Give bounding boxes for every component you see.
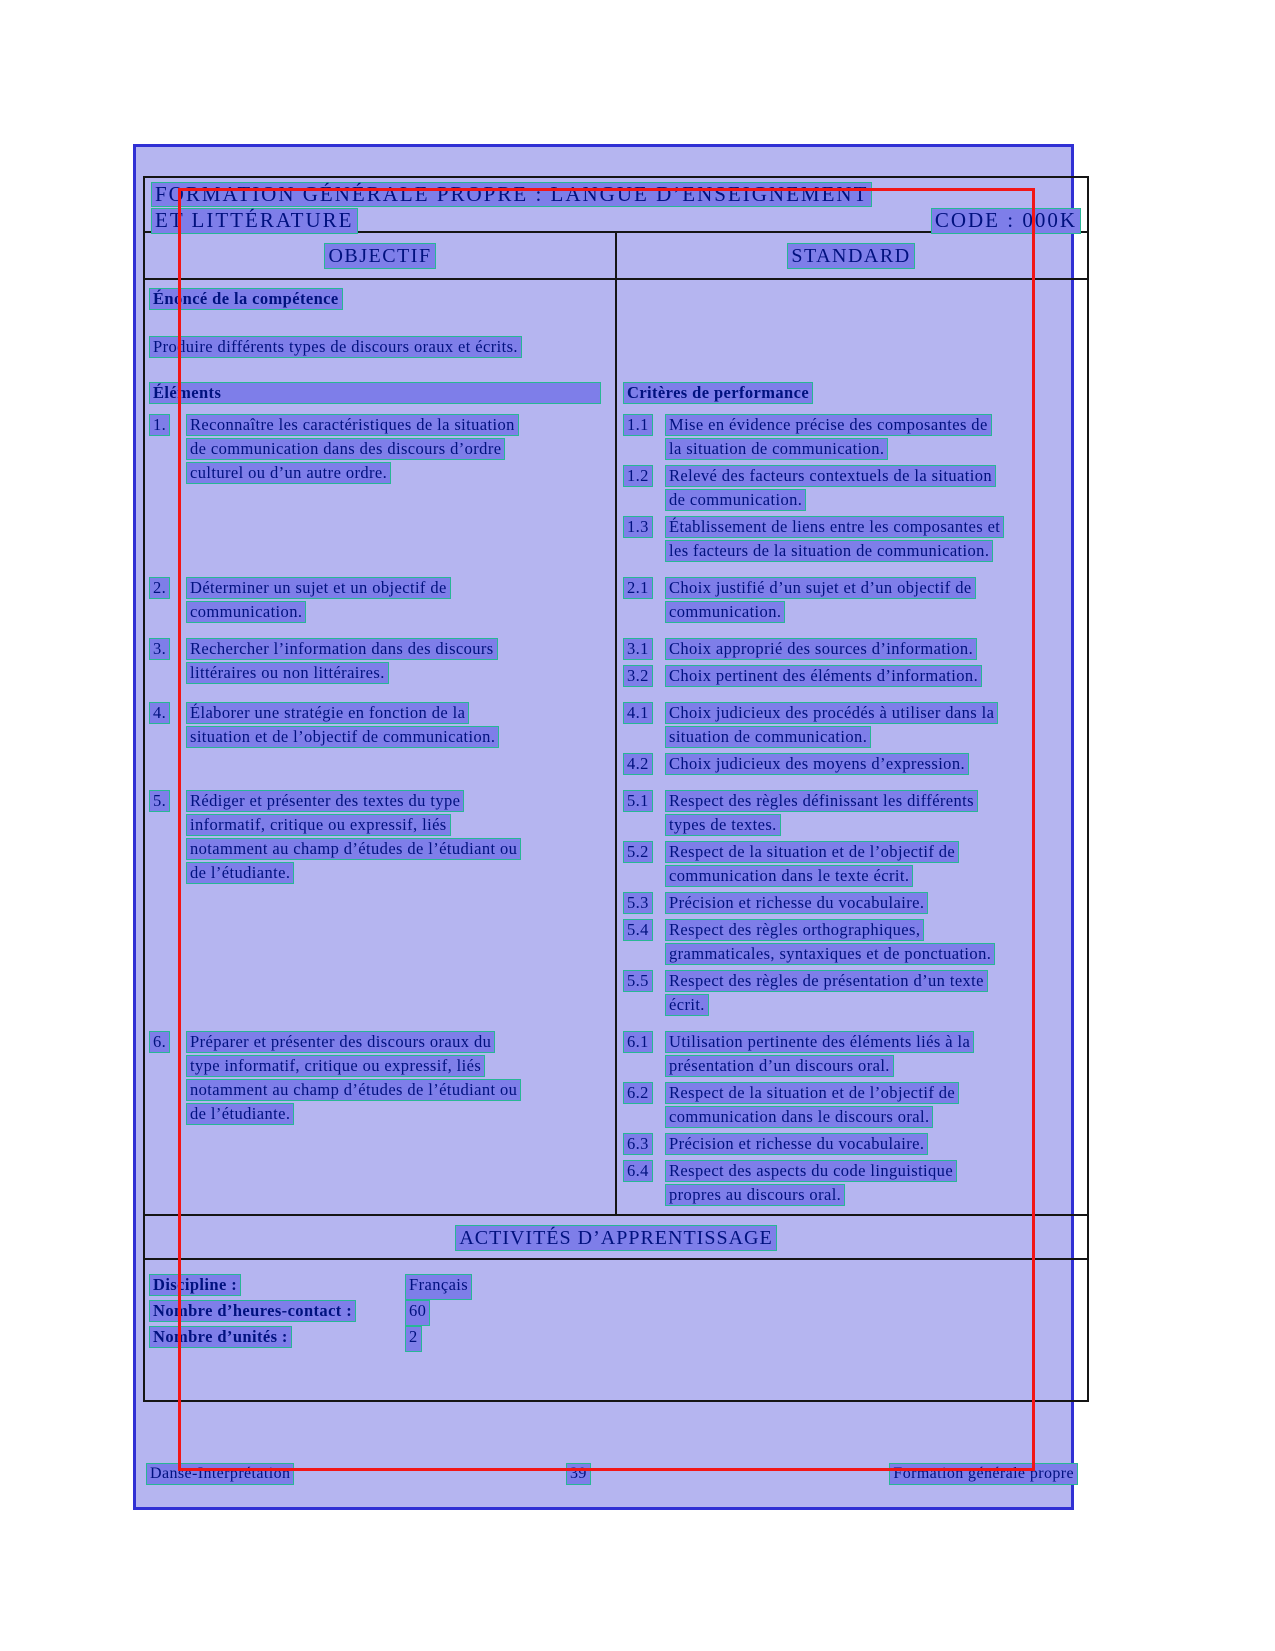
standard-criteria-cell <box>615 1031 1087 1221</box>
enonce-empty-cell <box>615 280 1087 382</box>
objectif-item-line: Élaborer une stratégie en fonction de la <box>186 702 469 724</box>
criterion-line: écrit. <box>665 994 709 1016</box>
criterion-number: 6.4 <box>623 1160 653 1182</box>
criterion-line: types de textes. <box>665 814 781 836</box>
info-row-heures <box>149 1300 1087 1326</box>
info-value: 2 <box>405 1326 422 1352</box>
enonce-title: Énoncé de la compétence <box>149 288 343 310</box>
info-label: Nombre d’heures-contact : <box>149 1300 356 1322</box>
document-header <box>145 178 1087 233</box>
criterion-number: 1.3 <box>623 516 653 538</box>
criterion-number: 1.2 <box>623 465 653 487</box>
info-value: 60 <box>405 1300 430 1326</box>
criterion-line: Respect des règles orthographiques, <box>665 919 924 941</box>
criterion-line: Mise en évidence précise des composantes de <box>665 414 992 436</box>
criterion-line: Choix approprié des sources d’information. <box>665 638 977 660</box>
criteres-header: Critères de performance <box>623 382 813 404</box>
standard-criteria-cell <box>615 790 1087 1031</box>
objectif-item-number: 6. <box>149 1031 170 1053</box>
criterion-line: communication dans le texte écrit. <box>665 865 913 887</box>
objectif-item-line: littéraires ou non littéraires. <box>186 662 389 684</box>
column-divider <box>615 233 617 1214</box>
criterion-number: 5.2 <box>623 841 653 863</box>
criterion-line: les facteurs de la situation de communication. <box>665 540 993 562</box>
objectif-item-cell <box>145 638 615 702</box>
info-label: Discipline : <box>149 1274 241 1296</box>
code-label: CODE : 000K <box>931 208 1081 234</box>
info-row-unites <box>149 1326 1087 1352</box>
criterion-number: 6.1 <box>623 1031 653 1053</box>
objectif-item-number: 4. <box>149 702 170 724</box>
criterion-number: 1.1 <box>623 414 653 436</box>
criterion-line: Choix pertinent des éléments d’information. <box>665 665 982 687</box>
objectif-item-cell <box>145 414 615 577</box>
objectif-item-number: 5. <box>149 790 170 812</box>
criterion-number: 3.2 <box>623 665 653 687</box>
objectif-item-line: informatif, critique ou expressif, liés <box>186 814 451 836</box>
standard-column-header: STANDARD <box>787 243 914 269</box>
page-footer <box>146 1463 1078 1489</box>
elements-header-cell <box>145 382 615 414</box>
standard-criteria-cell <box>615 638 1087 702</box>
objectif-item-cell <box>145 790 615 1031</box>
enonce-cell <box>145 280 615 382</box>
table-frame <box>143 176 1089 1402</box>
footer-page-number: 39 <box>566 1463 591 1485</box>
criterion-line: Respect de la situation et de l’objectif de <box>665 841 959 863</box>
criterion-line: communication dans le discours oral. <box>665 1106 933 1128</box>
criterion-number: 6.3 <box>623 1133 653 1155</box>
criterion-line: Choix judicieux des moyens d’expression. <box>665 753 969 775</box>
criterion-number: 4.2 <box>623 753 653 775</box>
document-title-line2: ET LITTÉRATURE <box>151 208 358 234</box>
objectif-item-line: Préparer et présenter des discours oraux du <box>186 1031 495 1053</box>
standard-criteria-cell <box>615 577 1087 638</box>
elements-header: Éléments <box>149 382 601 404</box>
criterion-line: Relevé des facteurs contextuels de la situation <box>665 465 996 487</box>
criterion-line: la situation de communication. <box>665 438 888 460</box>
objectif-item-line: de l’étudiante. <box>186 862 294 884</box>
objectif-item-line: situation et de l’objectif de communication. <box>186 726 499 748</box>
objectif-item-line: communication. <box>186 601 306 623</box>
objectif-item-line: de communication dans des discours d’ordre <box>186 438 505 460</box>
criterion-line: présentation d’un discours oral. <box>665 1055 894 1077</box>
objectif-item-cell <box>145 702 615 790</box>
objectif-item-cell <box>145 577 615 638</box>
objectif-item-number: 3. <box>149 638 170 660</box>
objectif-item-line: Rechercher l’information dans des discours <box>186 638 498 660</box>
criterion-line: Respect des règles de présentation d’un texte <box>665 970 988 992</box>
activities-title: ACTIVITÉS D’APPRENTISSAGE <box>455 1225 776 1251</box>
objectif-item-number: 2. <box>149 577 170 599</box>
objectif-item-number: 1. <box>149 414 170 436</box>
objectif-item-line: notamment au champ d’études de l’étudiant ou <box>186 838 521 860</box>
document-page <box>133 144 1077 1510</box>
objectif-item-line: type informatif, critique ou expressif, liés <box>186 1055 485 1077</box>
criterion-line: Choix justifié d’un sujet et d’un objectif de <box>665 577 976 599</box>
info-row-discipline <box>149 1274 1087 1300</box>
criterion-line: Respect de la situation et de l’objectif de <box>665 1082 959 1104</box>
criterion-line: situation de communication. <box>665 726 871 748</box>
criterion-line: Choix judicieux des procédés à utiliser dans la <box>665 702 998 724</box>
criterion-line: propres au discours oral. <box>665 1184 845 1206</box>
criterion-line: Précision et richesse du vocabulaire. <box>665 1133 928 1155</box>
enonce-text: Produire différents types de discours oraux et écrits. <box>149 336 522 358</box>
objectif-item-line: Rédiger et présenter des textes du type <box>186 790 464 812</box>
criterion-number: 6.2 <box>623 1082 653 1104</box>
objectif-item-line: Déterminer un sujet et un objectif de <box>186 577 451 599</box>
footer-section: Formation générale propre <box>889 1463 1078 1485</box>
criterion-line: de communication. <box>665 489 806 511</box>
criterion-line: Respect des règles définissant les différents <box>665 790 978 812</box>
criterion-number: 5.4 <box>623 919 653 941</box>
objectif-item-line: culturel ou d’un autre ordre. <box>186 462 391 484</box>
criterion-number: 4.1 <box>623 702 653 724</box>
standard-criteria-cell <box>615 414 1087 577</box>
objectif-item-line: notamment au champ d’études de l’étudiant ou <box>186 1079 521 1101</box>
criterion-number: 2.1 <box>623 577 653 599</box>
objectif-item-line: Reconnaître les caractéristiques de la situation <box>186 414 519 436</box>
criterion-number: 5.3 <box>623 892 653 914</box>
course-info-section <box>145 1260 1087 1352</box>
criterion-line: Utilisation pertinente des éléments liés à la <box>665 1031 974 1053</box>
criterion-number: 5.1 <box>623 790 653 812</box>
criteres-header-cell <box>615 382 1087 414</box>
criterion-line: Respect des aspects du code linguistique <box>665 1160 957 1182</box>
footer-program: Danse-Interprétation <box>146 1463 294 1485</box>
objectif-item-cell <box>145 1031 615 1221</box>
criterion-line: Précision et richesse du vocabulaire. <box>665 892 928 914</box>
criterion-number: 3.1 <box>623 638 653 660</box>
document-title-line1: FORMATION GÉNÉRALE PROPRE : LANGUE D’ENSEIGNEMENT <box>151 182 872 207</box>
standard-criteria-cell <box>615 702 1087 790</box>
info-value: Français <box>405 1274 472 1300</box>
objectif-item-line: de l’étudiante. <box>186 1103 294 1125</box>
criterion-line: grammaticales, syntaxiques et de ponctuation. <box>665 943 995 965</box>
criterion-line: communication. <box>665 601 785 623</box>
info-label: Nombre d’unités : <box>149 1326 292 1348</box>
criterion-number: 5.5 <box>623 970 653 992</box>
objectif-column-header: OBJECTIF <box>324 243 435 269</box>
criterion-line: Établissement de liens entre les composantes et <box>665 516 1004 538</box>
